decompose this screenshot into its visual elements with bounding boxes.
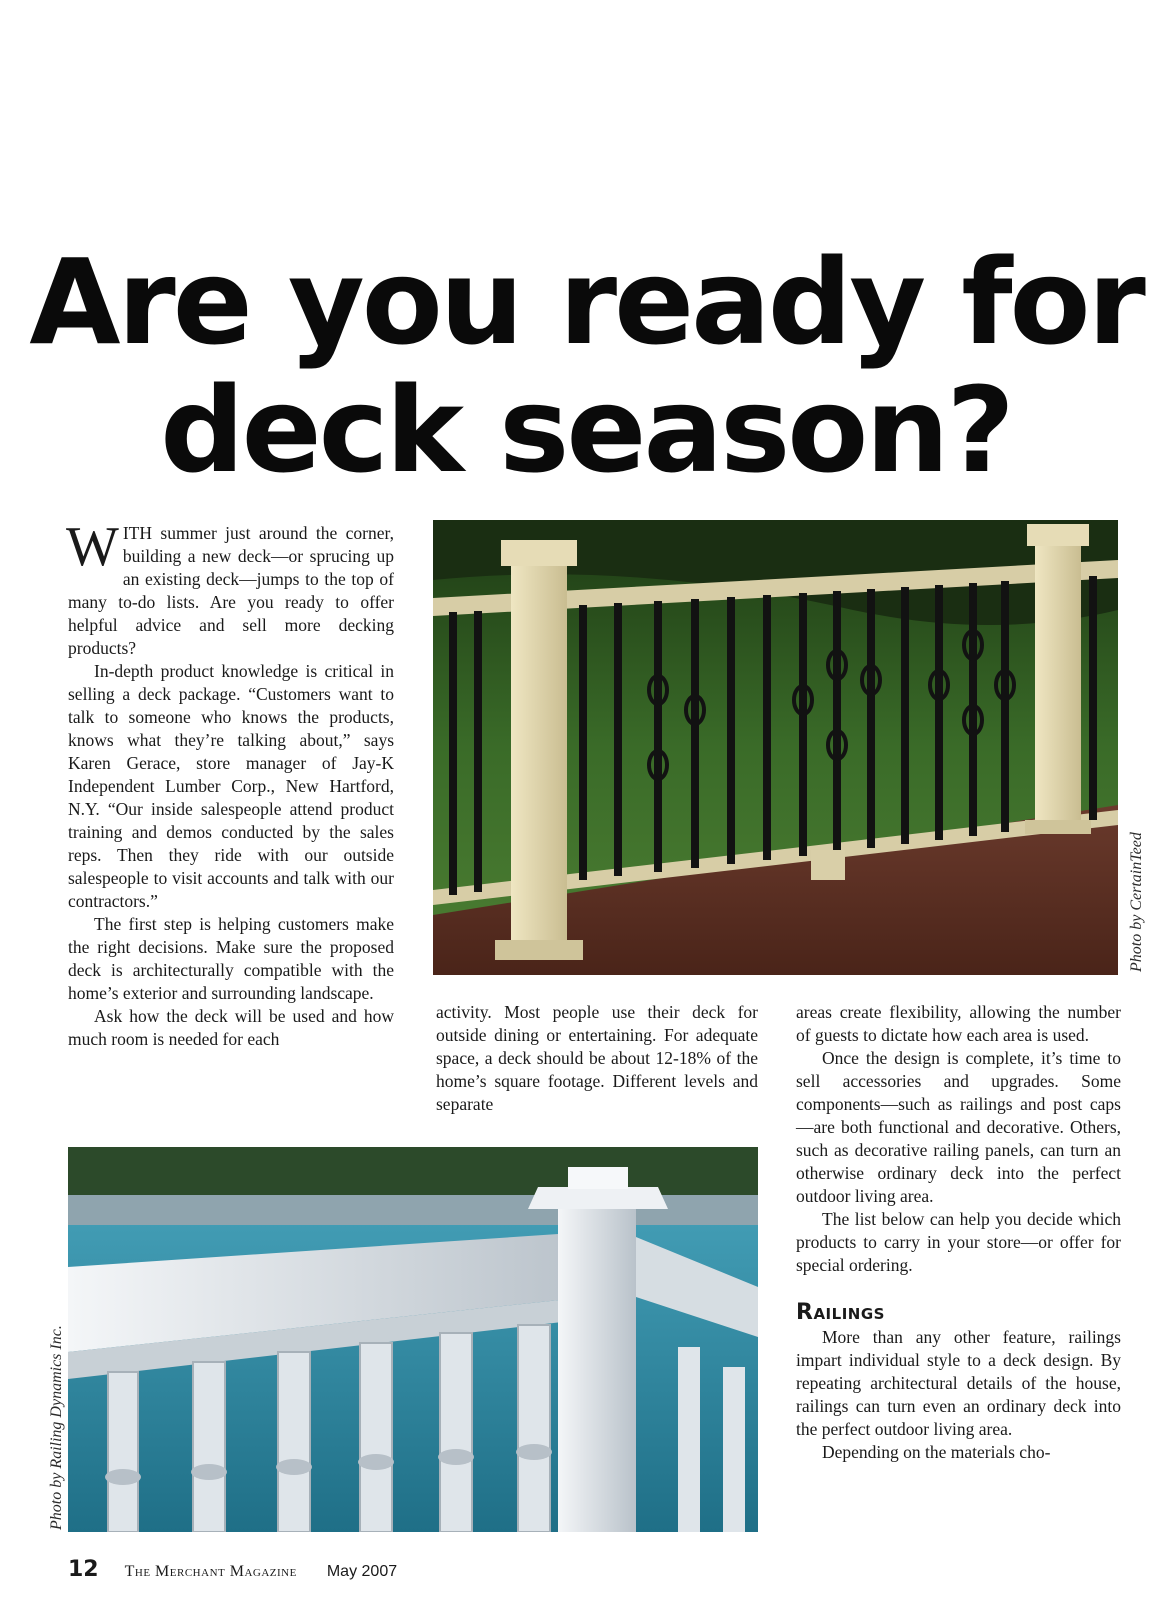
paragraph: areas create flexibility, allowing the number of guests to dictate how each area is used. [796, 1002, 1121, 1045]
page-number: 12 [68, 1557, 99, 1582]
paragraph: The first step is helping customers make the right decisions. Make sure the proposed deck is architecturally compatible with the home’s exterior and surrounding landscape. [68, 914, 394, 1003]
issue-date: May 2007 [326, 1563, 398, 1580]
photo-deck-railing-tan [433, 520, 1118, 975]
article-column-2 [436, 1001, 758, 1116]
drop-cap: W [66, 516, 119, 578]
page-footer [68, 1557, 397, 1587]
paragraph: In-depth product knowledge is critical in selling a deck package. “Customers want to talk to someone who knows the products, knows what they’re talking about,” says Karen Gerace, store manager of Jay-K Independent Lumber Corp., New Hartford, N.Y. “Our inside salespeople attend product training and demos conducted by the sales reps. Then they ride with our outside salespeople to visit accounts and talk with our contractors.” [68, 661, 394, 911]
paragraph: The list below can help you decide which products to carry in your store—or offer for special ordering. [796, 1209, 1121, 1275]
photo-credit-bottom: Photo by Railing Dynamics Inc. [48, 1325, 65, 1530]
headline [0, 233, 1172, 499]
article-column-3 [796, 1001, 1121, 1464]
paragraph: Depending on the materials cho- [822, 1442, 1051, 1462]
intro-paragraph [66, 516, 394, 660]
paragraph: Once the design is complete, it’s time to sell accessories and upgrades. Some components—such as railings and post caps—are both functional and decorative. Others, such as decorative railing panels, can turn an otherwise ordinary deck into the perfect outdoor living area. [796, 1048, 1121, 1206]
headline-line-1: Are you ready for [29, 233, 1143, 371]
paragraph: Ask how the deck will be used and how much room is needed for each [68, 1006, 394, 1049]
section-subhead-railings: Railings [796, 1300, 885, 1325]
magazine-name: The Merchant Magazine [124, 1563, 297, 1580]
article-column-1 [66, 516, 394, 1051]
paragraph: activity. Most people use their deck for outside dining or entertaining. For adequate space, a deck should be about 12-18% of the home’s square footage. Different levels and separate [436, 1002, 758, 1114]
intro-text: ITH summer just around the corner, building a new deck—or sprucing up an existing deck—jumps to the top of many to-do lists. Are you ready to offer helpful advice and sell more decking products? [68, 523, 394, 658]
photo-deck-railing-white [68, 1147, 758, 1532]
photo-credit-top: Photo by CertainTeed [1128, 832, 1145, 972]
paragraph: More than any other feature, railings impart individual style to a deck design. By repeating architectural details of the house, railings can turn even an ordinary deck into the perfect outdoor living area. [796, 1327, 1121, 1439]
headline-line-2: deck season? [160, 361, 1012, 499]
